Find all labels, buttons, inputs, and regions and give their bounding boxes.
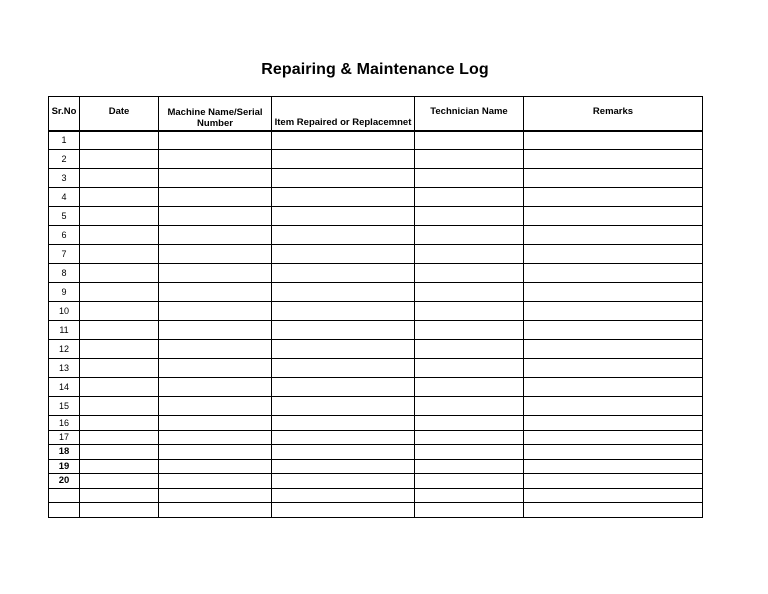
technician-name-cell[interactable] <box>415 378 524 397</box>
sr-no-cell: 14 <box>49 378 80 397</box>
technician-name-cell[interactable] <box>415 245 524 264</box>
remarks-cell[interactable] <box>524 397 703 416</box>
remarks-cell[interactable] <box>524 302 703 321</box>
table-row <box>49 207 703 226</box>
item-repaired-cell[interactable] <box>272 430 415 445</box>
machine-name-cell[interactable] <box>159 150 272 169</box>
technician-name-cell[interactable] <box>415 445 524 460</box>
date-cell[interactable] <box>80 416 159 431</box>
date-cell[interactable] <box>80 503 159 518</box>
date-cell[interactable] <box>80 283 159 302</box>
remarks-cell[interactable] <box>524 226 703 245</box>
remarks-cell[interactable] <box>524 264 703 283</box>
machine-name-cell[interactable] <box>159 340 272 359</box>
item-repaired-cell[interactable] <box>272 445 415 460</box>
date-cell[interactable] <box>80 264 159 283</box>
date-cell[interactable] <box>80 188 159 207</box>
remarks-cell[interactable] <box>524 430 703 445</box>
date-cell[interactable] <box>80 397 159 416</box>
technician-name-cell[interactable] <box>415 283 524 302</box>
sr-no-cell: 5 <box>49 207 80 226</box>
remarks-cell[interactable] <box>524 245 703 264</box>
date-cell[interactable] <box>80 321 159 340</box>
machine-name-cell[interactable] <box>159 397 272 416</box>
date-cell[interactable] <box>80 150 159 169</box>
machine-name-cell[interactable] <box>159 131 272 150</box>
maintenance-log-table <box>48 96 703 518</box>
table-row <box>49 150 703 169</box>
technician-name-cell[interactable] <box>415 264 524 283</box>
machine-name-cell[interactable] <box>159 503 272 518</box>
sr-no-cell: 20 <box>49 474 80 489</box>
date-cell[interactable] <box>80 207 159 226</box>
item-repaired-cell[interactable] <box>272 150 415 169</box>
remarks-cell[interactable] <box>524 445 703 460</box>
date-cell[interactable] <box>80 340 159 359</box>
sr-no-cell: 7 <box>49 245 80 264</box>
remarks-cell[interactable] <box>524 283 703 302</box>
date-cell[interactable] <box>80 488 159 503</box>
machine-name-cell[interactable] <box>159 474 272 489</box>
item-repaired-cell[interactable] <box>272 397 415 416</box>
item-repaired-cell[interactable] <box>272 459 415 474</box>
remarks-cell[interactable] <box>524 169 703 188</box>
sr-no-cell: 16 <box>49 416 80 431</box>
technician-name-cell[interactable] <box>415 416 524 431</box>
table-row <box>49 131 703 150</box>
machine-name-cell[interactable] <box>159 488 272 503</box>
remarks-cell[interactable] <box>524 359 703 378</box>
machine-name-cell[interactable] <box>159 378 272 397</box>
table-row <box>49 169 703 188</box>
table-row <box>49 378 703 397</box>
sr-no-cell: 2 <box>49 150 80 169</box>
item-repaired-cell[interactable] <box>272 378 415 397</box>
item-repaired-cell[interactable] <box>272 302 415 321</box>
table-row <box>49 188 703 207</box>
machine-name-cell[interactable] <box>159 302 272 321</box>
item-repaired-cell[interactable] <box>272 488 415 503</box>
item-repaired-cell[interactable] <box>272 131 415 150</box>
table-row <box>49 359 703 378</box>
date-cell[interactable] <box>80 302 159 321</box>
remarks-cell[interactable] <box>524 150 703 169</box>
remarks-cell[interactable] <box>524 488 703 503</box>
remarks-cell[interactable] <box>524 321 703 340</box>
table-row <box>49 397 703 416</box>
item-repaired-cell[interactable] <box>272 474 415 489</box>
sr-no-cell: 6 <box>49 226 80 245</box>
date-cell[interactable] <box>80 459 159 474</box>
sr-no-cell: 12 <box>49 340 80 359</box>
sr-no-cell: 4 <box>49 188 80 207</box>
date-cell[interactable] <box>80 378 159 397</box>
table-row <box>49 488 703 503</box>
sr-no-cell: 11 <box>49 321 80 340</box>
sr-no-cell: 18 <box>49 445 80 460</box>
table-row <box>49 459 703 474</box>
technician-name-cell[interactable] <box>415 359 524 378</box>
technician-name-cell[interactable] <box>415 340 524 359</box>
date-cell[interactable] <box>80 474 159 489</box>
technician-name-cell[interactable] <box>415 430 524 445</box>
machine-name-cell[interactable] <box>159 264 272 283</box>
date-cell[interactable] <box>80 226 159 245</box>
item-repaired-cell[interactable] <box>272 169 415 188</box>
remarks-cell[interactable] <box>524 340 703 359</box>
item-repaired-cell[interactable] <box>272 207 415 226</box>
sr-no-cell: 15 <box>49 397 80 416</box>
remarks-cell[interactable] <box>524 207 703 226</box>
item-repaired-cell[interactable] <box>272 245 415 264</box>
item-repaired-cell[interactable] <box>272 264 415 283</box>
sr-no-cell: 1 <box>49 131 80 150</box>
remarks-cell[interactable] <box>524 503 703 518</box>
machine-name-cell[interactable] <box>159 321 272 340</box>
item-repaired-cell[interactable] <box>272 283 415 302</box>
item-repaired-cell[interactable] <box>272 503 415 518</box>
table-row <box>49 430 703 445</box>
remarks-cell[interactable] <box>524 131 703 150</box>
machine-name-cell[interactable] <box>159 359 272 378</box>
machine-name-cell[interactable] <box>159 430 272 445</box>
technician-name-cell[interactable] <box>415 226 524 245</box>
table-row <box>49 340 703 359</box>
technician-name-cell[interactable] <box>415 150 524 169</box>
remarks-cell[interactable] <box>524 474 703 489</box>
sr-no-cell: 3 <box>49 169 80 188</box>
item-repaired-cell[interactable] <box>272 188 415 207</box>
table-row <box>49 445 703 460</box>
sr-no-cell: 13 <box>49 359 80 378</box>
column-header-machine-name: Machine Name/Serial Number <box>159 97 272 131</box>
date-cell[interactable] <box>80 245 159 264</box>
technician-name-cell[interactable] <box>415 207 524 226</box>
column-header-date: Date <box>80 97 159 131</box>
machine-name-cell[interactable] <box>159 245 272 264</box>
page-title: Repairing & Maintenance Log <box>261 61 489 78</box>
item-repaired-cell[interactable] <box>272 359 415 378</box>
technician-name-cell[interactable] <box>415 169 524 188</box>
sr-no-cell: 19 <box>49 459 80 474</box>
date-cell[interactable] <box>80 359 159 378</box>
machine-name-cell[interactable] <box>159 416 272 431</box>
remarks-cell[interactable] <box>524 188 703 207</box>
sr-no-cell <box>49 503 80 518</box>
remarks-cell[interactable] <box>524 378 703 397</box>
technician-name-cell[interactable] <box>415 503 524 518</box>
remarks-cell[interactable] <box>524 459 703 474</box>
column-header-sr-no: Sr.No <box>49 97 80 131</box>
item-repaired-cell[interactable] <box>272 416 415 431</box>
technician-name-cell[interactable] <box>415 321 524 340</box>
date-cell[interactable] <box>80 169 159 188</box>
table-row <box>49 245 703 264</box>
table-row <box>49 226 703 245</box>
remarks-cell[interactable] <box>524 416 703 431</box>
machine-name-cell[interactable] <box>159 169 272 188</box>
date-cell[interactable] <box>80 430 159 445</box>
sr-no-cell: 9 <box>49 283 80 302</box>
column-header-remarks: Remarks <box>524 97 703 131</box>
table-row <box>49 321 703 340</box>
machine-name-cell[interactable] <box>159 283 272 302</box>
technician-name-cell[interactable] <box>415 488 524 503</box>
machine-name-cell[interactable] <box>159 188 272 207</box>
date-cell[interactable] <box>80 131 159 150</box>
machine-name-cell[interactable] <box>159 445 272 460</box>
technician-name-cell[interactable] <box>415 131 524 150</box>
item-repaired-cell[interactable] <box>272 321 415 340</box>
table-header-row <box>49 97 703 131</box>
machine-name-cell[interactable] <box>159 207 272 226</box>
technician-name-cell[interactable] <box>415 459 524 474</box>
table-row <box>49 416 703 431</box>
technician-name-cell[interactable] <box>415 397 524 416</box>
sr-no-cell: 17 <box>49 430 80 445</box>
sr-no-cell <box>49 488 80 503</box>
machine-name-cell[interactable] <box>159 226 272 245</box>
table-row <box>49 503 703 518</box>
item-repaired-cell[interactable] <box>272 340 415 359</box>
technician-name-cell[interactable] <box>415 188 524 207</box>
table-row <box>49 283 703 302</box>
machine-name-cell[interactable] <box>159 459 272 474</box>
sr-no-cell: 10 <box>49 302 80 321</box>
sr-no-cell: 8 <box>49 264 80 283</box>
item-repaired-cell[interactable] <box>272 226 415 245</box>
technician-name-cell[interactable] <box>415 302 524 321</box>
technician-name-cell[interactable] <box>415 474 524 489</box>
column-header-technician-name: Technician Name <box>415 97 524 131</box>
column-header-item-repaired: Item Repaired or Replacemnet <box>272 97 415 131</box>
table-row <box>49 302 703 321</box>
date-cell[interactable] <box>80 445 159 460</box>
table-row <box>49 474 703 489</box>
table-row <box>49 264 703 283</box>
